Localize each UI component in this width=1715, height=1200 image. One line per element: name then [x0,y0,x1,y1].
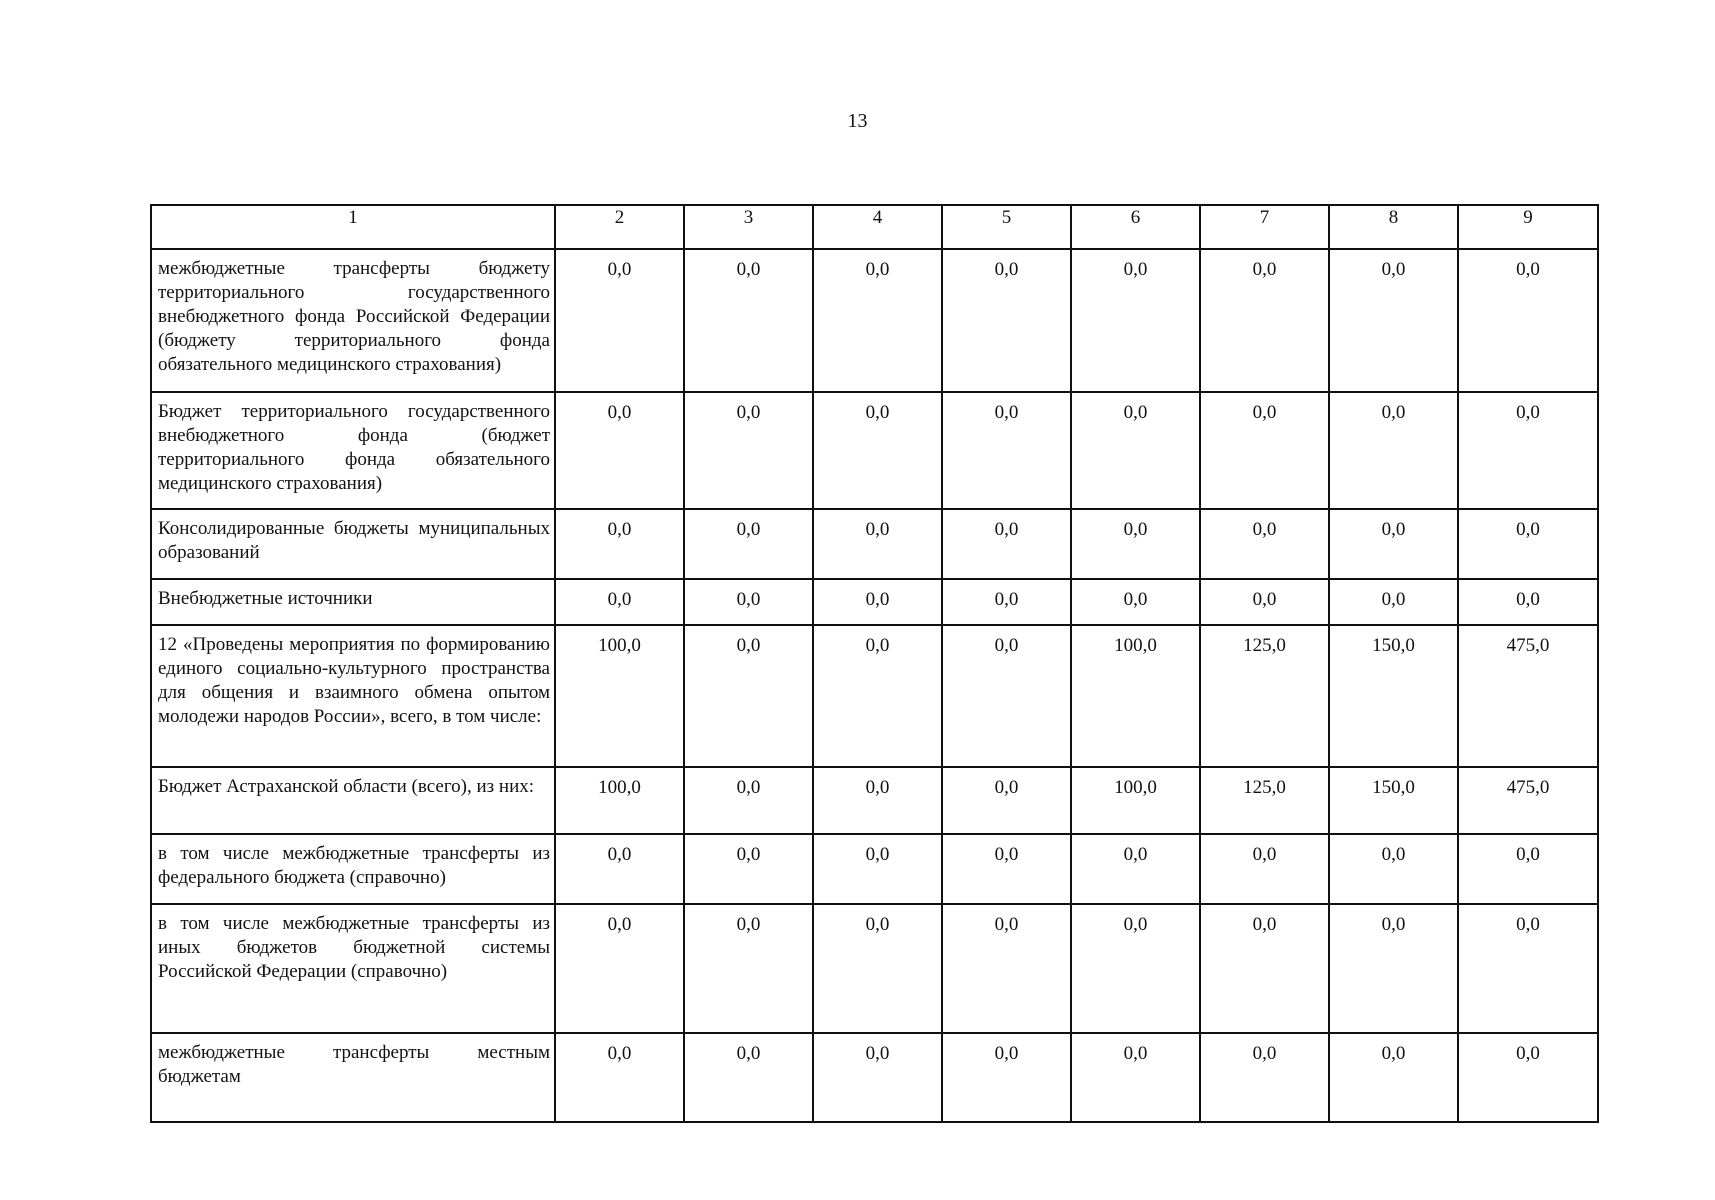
value-cell: 125,0 [1200,767,1329,834]
value-cell: 100,0 [555,625,684,767]
value-cell: 0,0 [1458,904,1598,1033]
column-header: 1 [151,205,555,249]
row-name: межбюджетные трансферты бюджету территориального государственного внебюджетного фонда Российской Федерации (бюджету территориального фонда обязательного медицинского страхования) [151,249,555,392]
value-cell: 0,0 [1329,579,1458,625]
value-cell: 475,0 [1458,767,1598,834]
value-cell: 0,0 [1458,1033,1598,1122]
column-header: 6 [1071,205,1200,249]
value-cell: 0,0 [555,392,684,509]
column-header: 3 [684,205,813,249]
value-cell: 100,0 [1071,625,1200,767]
value-cell: 0,0 [1200,509,1329,579]
value-cell: 0,0 [942,904,1071,1033]
value-cell: 0,0 [942,767,1071,834]
value-cell: 100,0 [555,767,684,834]
value-cell: 0,0 [1329,834,1458,904]
value-cell: 0,0 [684,1033,813,1122]
table-row [151,509,1598,579]
value-cell: 0,0 [1329,904,1458,1033]
table-row [151,392,1598,509]
value-cell: 0,0 [684,249,813,392]
budget-table [150,204,1599,1123]
value-cell: 0,0 [1071,579,1200,625]
value-cell: 0,0 [684,579,813,625]
value-cell: 0,0 [555,904,684,1033]
value-cell: 0,0 [942,834,1071,904]
value-cell: 0,0 [684,625,813,767]
value-cell: 125,0 [1200,625,1329,767]
value-cell: 0,0 [555,249,684,392]
value-cell: 150,0 [1329,625,1458,767]
value-cell: 0,0 [1071,509,1200,579]
header-row [151,205,1598,249]
value-cell: 0,0 [813,625,942,767]
value-cell: 0,0 [1071,904,1200,1033]
table-row [151,1033,1598,1122]
value-cell: 0,0 [1071,834,1200,904]
value-cell: 0,0 [555,1033,684,1122]
value-cell: 0,0 [942,392,1071,509]
column-header: 5 [942,205,1071,249]
table-row [151,579,1598,625]
value-cell: 0,0 [942,579,1071,625]
row-name: в том числе межбюджетные трансферты из иных бюджетов бюджетной системы Российской Федерации (справочно) [151,904,555,1033]
value-cell: 0,0 [684,834,813,904]
value-cell: 0,0 [1329,509,1458,579]
value-cell: 0,0 [1329,249,1458,392]
table-row [151,834,1598,904]
value-cell: 0,0 [942,1033,1071,1122]
value-cell: 0,0 [684,392,813,509]
value-cell: 0,0 [1329,392,1458,509]
value-cell: 0,0 [1071,392,1200,509]
page-number: 13 [847,110,868,132]
column-header: 8 [1329,205,1458,249]
value-cell: 0,0 [1200,579,1329,625]
row-name: в том числе межбюджетные трансферты из федерального бюджета (справочно) [151,834,555,904]
value-cell: 0,0 [1200,1033,1329,1122]
row-name: Бюджет Астраханской области (всего), из них: [151,767,555,834]
value-cell: 0,0 [1200,392,1329,509]
value-cell: 0,0 [555,834,684,904]
table-row [151,249,1598,392]
value-cell: 0,0 [1458,392,1598,509]
value-cell: 0,0 [813,904,942,1033]
value-cell: 0,0 [555,579,684,625]
value-cell: 0,0 [555,509,684,579]
row-name: Бюджет территориального государственного внебюджетного фонда (бюджет территориального фонда обязательного медицинского страхования) [151,392,555,509]
value-cell: 0,0 [684,509,813,579]
row-name: 12 «Проведены мероприятия по формированию единого социально-культурного пространства для общения и взаимного обмена опытом молодежи народов России», всего, в том числе: [151,625,555,767]
value-cell: 0,0 [1200,834,1329,904]
column-header: 4 [813,205,942,249]
value-cell: 0,0 [813,767,942,834]
table-row [151,767,1598,834]
value-cell: 0,0 [813,392,942,509]
table-row [151,625,1598,767]
value-cell: 0,0 [1071,249,1200,392]
value-cell: 0,0 [684,767,813,834]
value-cell: 0,0 [1200,249,1329,392]
value-cell: 0,0 [684,904,813,1033]
row-name: Внебюджетные источники [151,579,555,625]
value-cell: 0,0 [813,509,942,579]
value-cell: 100,0 [1071,767,1200,834]
value-cell: 0,0 [942,625,1071,767]
row-name: межбюджетные трансферты местным бюджетам [151,1033,555,1122]
value-cell: 0,0 [813,249,942,392]
value-cell: 150,0 [1329,767,1458,834]
value-cell: 0,0 [813,579,942,625]
value-cell: 0,0 [1329,1033,1458,1122]
column-header: 7 [1200,205,1329,249]
row-name: Консолидированные бюджеты муниципальных образований [151,509,555,579]
value-cell: 475,0 [1458,625,1598,767]
value-cell: 0,0 [942,509,1071,579]
value-cell: 0,0 [1458,834,1598,904]
value-cell: 0,0 [1458,579,1598,625]
value-cell: 0,0 [813,1033,942,1122]
table-row [151,904,1598,1033]
column-header: 2 [555,205,684,249]
value-cell: 0,0 [1458,509,1598,579]
column-header: 9 [1458,205,1598,249]
value-cell: 0,0 [1071,1033,1200,1122]
value-cell: 0,0 [1458,249,1598,392]
value-cell: 0,0 [942,249,1071,392]
value-cell: 0,0 [1200,904,1329,1033]
value-cell: 0,0 [813,834,942,904]
